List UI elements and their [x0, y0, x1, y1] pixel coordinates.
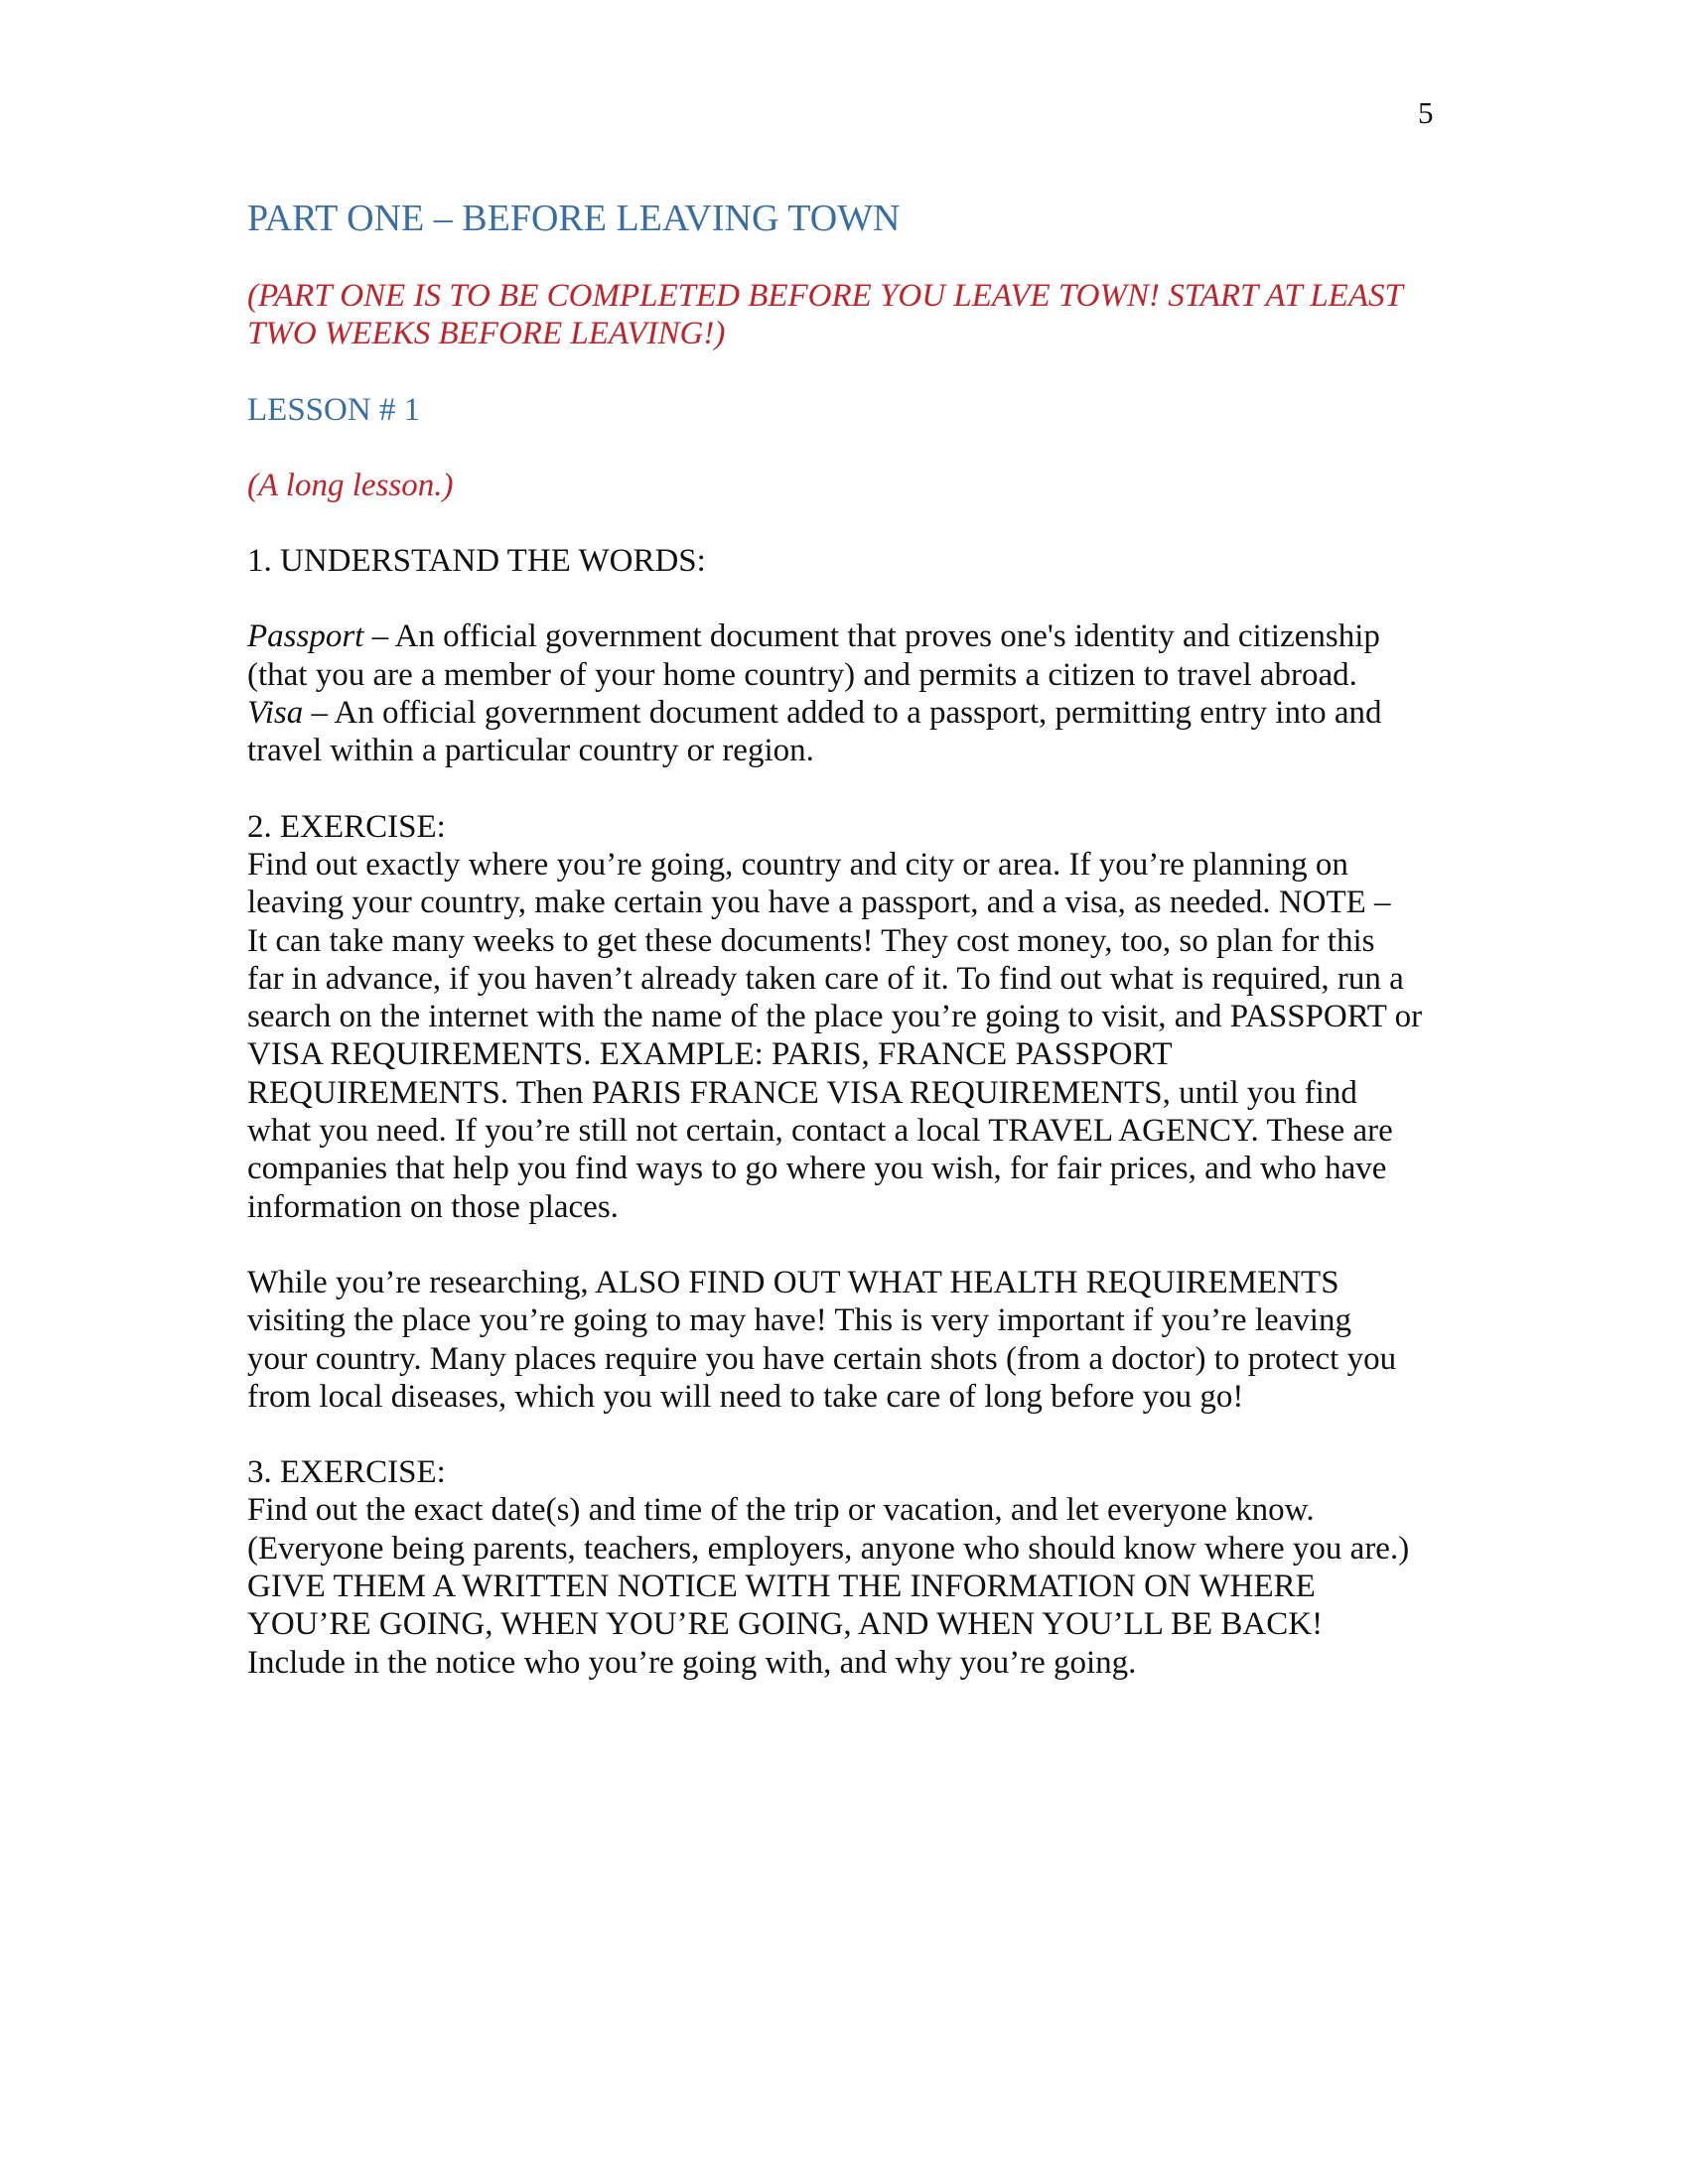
section-2-title: 2. EXERCISE: [247, 808, 446, 845]
body-line: Find out the exact date(s) and time of the trip or vacation, and let everyone know. [247, 1492, 1315, 1529]
lesson-note: (A long lesson.) [247, 467, 454, 503]
page-number: 5 [1418, 95, 1434, 130]
body-line: search on the internet with the name of the place you’re going to visit, and PASSPORT or [247, 999, 1423, 1035]
body-line: It can take many weeks to get these documents! They cost money, too, so plan for this [247, 922, 1375, 959]
body-line: YOU’RE GOING, WHEN YOU’RE GOING, AND WHEN YOU’LL BE BACK! [247, 1606, 1324, 1643]
body-line: VISA REQUIREMENTS. EXAMPLE: PARIS, FRANCE PASSPORT [247, 1036, 1173, 1073]
passport-definition-line: (that you are a member of your home country) and permits a citizen to travel abroad. [247, 656, 1357, 693]
section-3-title: 3. EXERCISE: [247, 1454, 446, 1491]
body-line: companies that help you find ways to go where you wish, for fair prices, and who have [247, 1151, 1387, 1187]
body-line: (Everyone being parents, teachers, employers, anyone who should know where you are.) [247, 1530, 1410, 1567]
definitions [247, 617, 1459, 769]
part-instruction-note [247, 277, 1459, 353]
body-line: REQUIREMENTS. Then PARIS FRANCE VISA REQUIREMENTS, until you find [247, 1074, 1357, 1111]
visa-term: Visa [247, 695, 304, 732]
section-3 [247, 1453, 1459, 1682]
body-line: far in advance, if you haven’t already taken care of it. To find out what is required, run a [247, 960, 1404, 997]
body-line: GIVE THEM A WRITTEN NOTICE WITH THE INFORMATION ON WHERE [247, 1569, 1316, 1605]
document-body [247, 197, 1459, 1719]
body-line: leaving your country, make certain you have a passport, and a visa, as needed. NOTE – [247, 885, 1391, 921]
part-note-line: (PART ONE IS TO BE COMPLETED BEFORE YOU LEAVE TOWN! START AT LEAST [247, 278, 1403, 314]
health-requirements-paragraph [247, 1264, 1459, 1416]
part-heading: PART ONE – BEFORE LEAVING TOWN [247, 198, 901, 239]
section-1-title: 1. UNDERSTAND THE WORDS: [247, 543, 706, 580]
body-line: Find out exactly where you’re going, country and city or area. If you’re planning on [247, 846, 1348, 883]
part-note-line: TWO WEEKS BEFORE LEAVING!) [247, 316, 726, 352]
lesson-title: LESSON # 1 [247, 391, 421, 428]
body-line: While you’re researching, ALSO FIND OUT WHAT HEALTH REQUIREMENTS [247, 1264, 1339, 1300]
visa-definition-text: – An official government document added to a passport, permitting entry into and [303, 695, 1382, 732]
passport-definition-line [247, 617, 1459, 655]
body-line: information on those places. [247, 1188, 619, 1225]
passport-term: Passport [247, 618, 364, 655]
body-line: Include in the notice who you’re going with, and why you’re going. [247, 1644, 1137, 1681]
body-line: what you need. If you’re still not certain, contact a local TRAVEL AGENCY. These are [247, 1113, 1393, 1150]
passport-definition-text: – An official government document that proves one's identity and citizenship [363, 618, 1380, 655]
body-line: from local diseases, which you will need to take care of long before you go! [247, 1378, 1244, 1415]
section-2 [247, 808, 1459, 1226]
visa-definition-line [247, 694, 1459, 732]
body-line: visiting the place you’re going to may have! This is very important if you’re leaving [247, 1302, 1351, 1339]
body-line: your country. Many places require you have certain shots (from a doctor) to protect you [247, 1340, 1397, 1377]
visa-definition-line: travel within a particular country or region. [247, 733, 814, 769]
